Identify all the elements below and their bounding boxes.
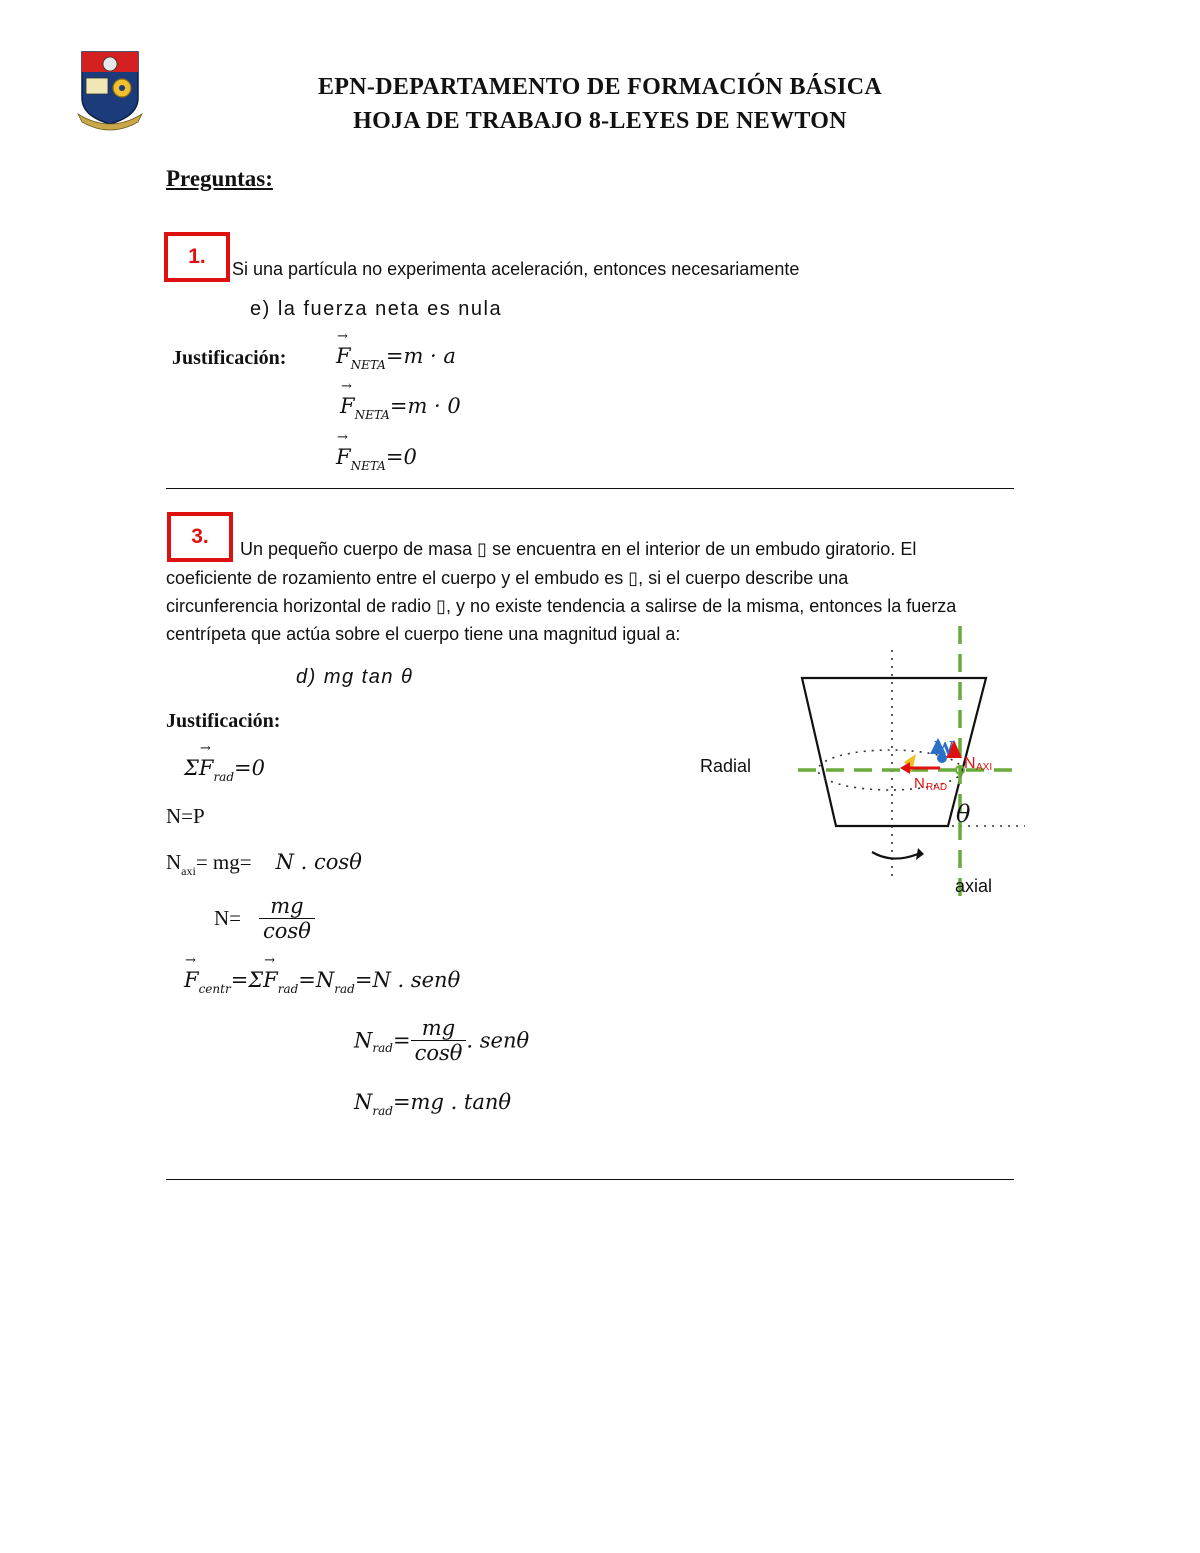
vector-f: → F: [184, 968, 199, 992]
q3-equation-np: N=P: [166, 804, 205, 828]
fraction: [259, 894, 315, 943]
document-title-line1: EPN-DEPARTAMENTO DE FORMACIÓN BÁSICA: [318, 74, 882, 100]
question-1-statement: Si una partícula no experimenta aceleración, entonces necesariamente: [232, 259, 800, 279]
vector-f: → F: [336, 445, 351, 469]
axial-label: axial: [955, 876, 993, 896]
sigma: Σ: [184, 756, 199, 780]
q1-equation-2: [340, 394, 461, 422]
n-symbol: N: [354, 1028, 373, 1053]
subscript: centr: [198, 982, 231, 996]
q3-equation-n: [214, 894, 315, 943]
divider-1: [166, 488, 1014, 489]
n-symbol: N: [166, 850, 182, 874]
weight-label: W: [934, 737, 954, 759]
theta-label: θ: [956, 800, 971, 828]
subscript: rad: [213, 770, 235, 784]
equation-rhs: =m · 0: [389, 394, 461, 418]
equation-rhs: =0: [385, 445, 417, 469]
document-title-line2: HOJA DE TRABAJO 8-LEYES DE NEWTON: [353, 108, 847, 134]
equation-rhs: =0: [234, 756, 265, 780]
nrad-label: N: [914, 775, 925, 792]
question-3-line-3: circunferencia horizontal de radio ▯, y no existe tendencia a salirse de la misma, entonces la fuerza: [166, 596, 957, 616]
funnel-diagram: [690, 620, 1040, 910]
question-3-justification-label: Justificación:: [166, 710, 281, 732]
equation-rhs: =mg . tanθ: [392, 1090, 512, 1114]
denominator: cosθ: [263, 919, 311, 943]
subscript: NETA: [354, 408, 390, 422]
vector-f: → F: [199, 756, 214, 780]
subscript: rad: [334, 982, 355, 996]
q3-equation-sum: [184, 756, 265, 784]
equation-part: =Σ: [230, 968, 264, 992]
equation-lhs: N=: [214, 906, 242, 930]
equation-rhs: =m · a: [385, 344, 456, 368]
nrad-subscript: RAD: [926, 782, 948, 793]
question-number-3: 3.: [167, 512, 233, 562]
question-3-answer: d) mg tan θ: [296, 666, 414, 688]
fraction: [411, 1016, 467, 1065]
radial-label: Radial: [700, 756, 752, 776]
n-symbol: N: [354, 1090, 373, 1114]
vector-f: → F: [263, 968, 278, 992]
equals: =: [392, 1028, 411, 1053]
subscript: rad: [372, 1104, 393, 1118]
equation-mid: = mg=: [195, 850, 252, 874]
subscript: NETA: [350, 358, 386, 372]
numerator: mg: [411, 1016, 467, 1041]
q1-equation-1: [336, 344, 456, 372]
vector-f: → F: [340, 394, 355, 418]
section-title: Preguntas:: [166, 166, 273, 191]
naxi-subscript: AXI: [976, 762, 993, 773]
q3-equation-centripetal: [184, 968, 460, 996]
q3-equation-nrad-2: [354, 1090, 511, 1118]
question-3-line-1: Un pequeño cuerpo de masa ▯ se encuentra en el interior de un embudo giratorio. El: [240, 539, 917, 559]
subscript: rad: [372, 1041, 393, 1055]
question-1-justification-label: Justificación:: [172, 347, 287, 369]
vector-f: → F: [336, 344, 351, 368]
subscript: NETA: [350, 459, 386, 473]
q3-equation-naxi: [166, 850, 362, 879]
subscript: rad: [277, 982, 299, 996]
equation-part: =N: [298, 968, 335, 992]
equation-rhs: =N . senθ: [354, 968, 461, 992]
naxi-label: N: [964, 755, 976, 772]
question-3-line-2: coeficiente de rozamiento entre el cuerpo y el embudo es ▯, si el cuerpo describe una: [166, 568, 849, 588]
divider-2: [166, 1179, 1014, 1180]
denominator: cosθ: [414, 1041, 463, 1065]
q1-equation-3: [336, 445, 417, 473]
question-3-line-4: centrípeta que actúa sobre el cuerpo tiene una magnitud igual a:: [166, 624, 681, 644]
rotation-arrow: [872, 852, 918, 859]
question-number-1: 1.: [164, 232, 230, 282]
q3-equation-nrad-1: [354, 1016, 529, 1065]
equation-rhs: N . cosθ: [275, 850, 362, 874]
rotation-arrowhead: [916, 848, 924, 860]
question-1-answer: e) la fuerza neta es nula: [250, 298, 503, 320]
equation-rhs: . senθ: [466, 1028, 530, 1053]
radial-normal-arrowhead: [900, 762, 910, 774]
funnel-diagram-svg: [690, 620, 1040, 910]
subscript: axi: [181, 864, 196, 878]
numerator: mg: [259, 894, 315, 919]
